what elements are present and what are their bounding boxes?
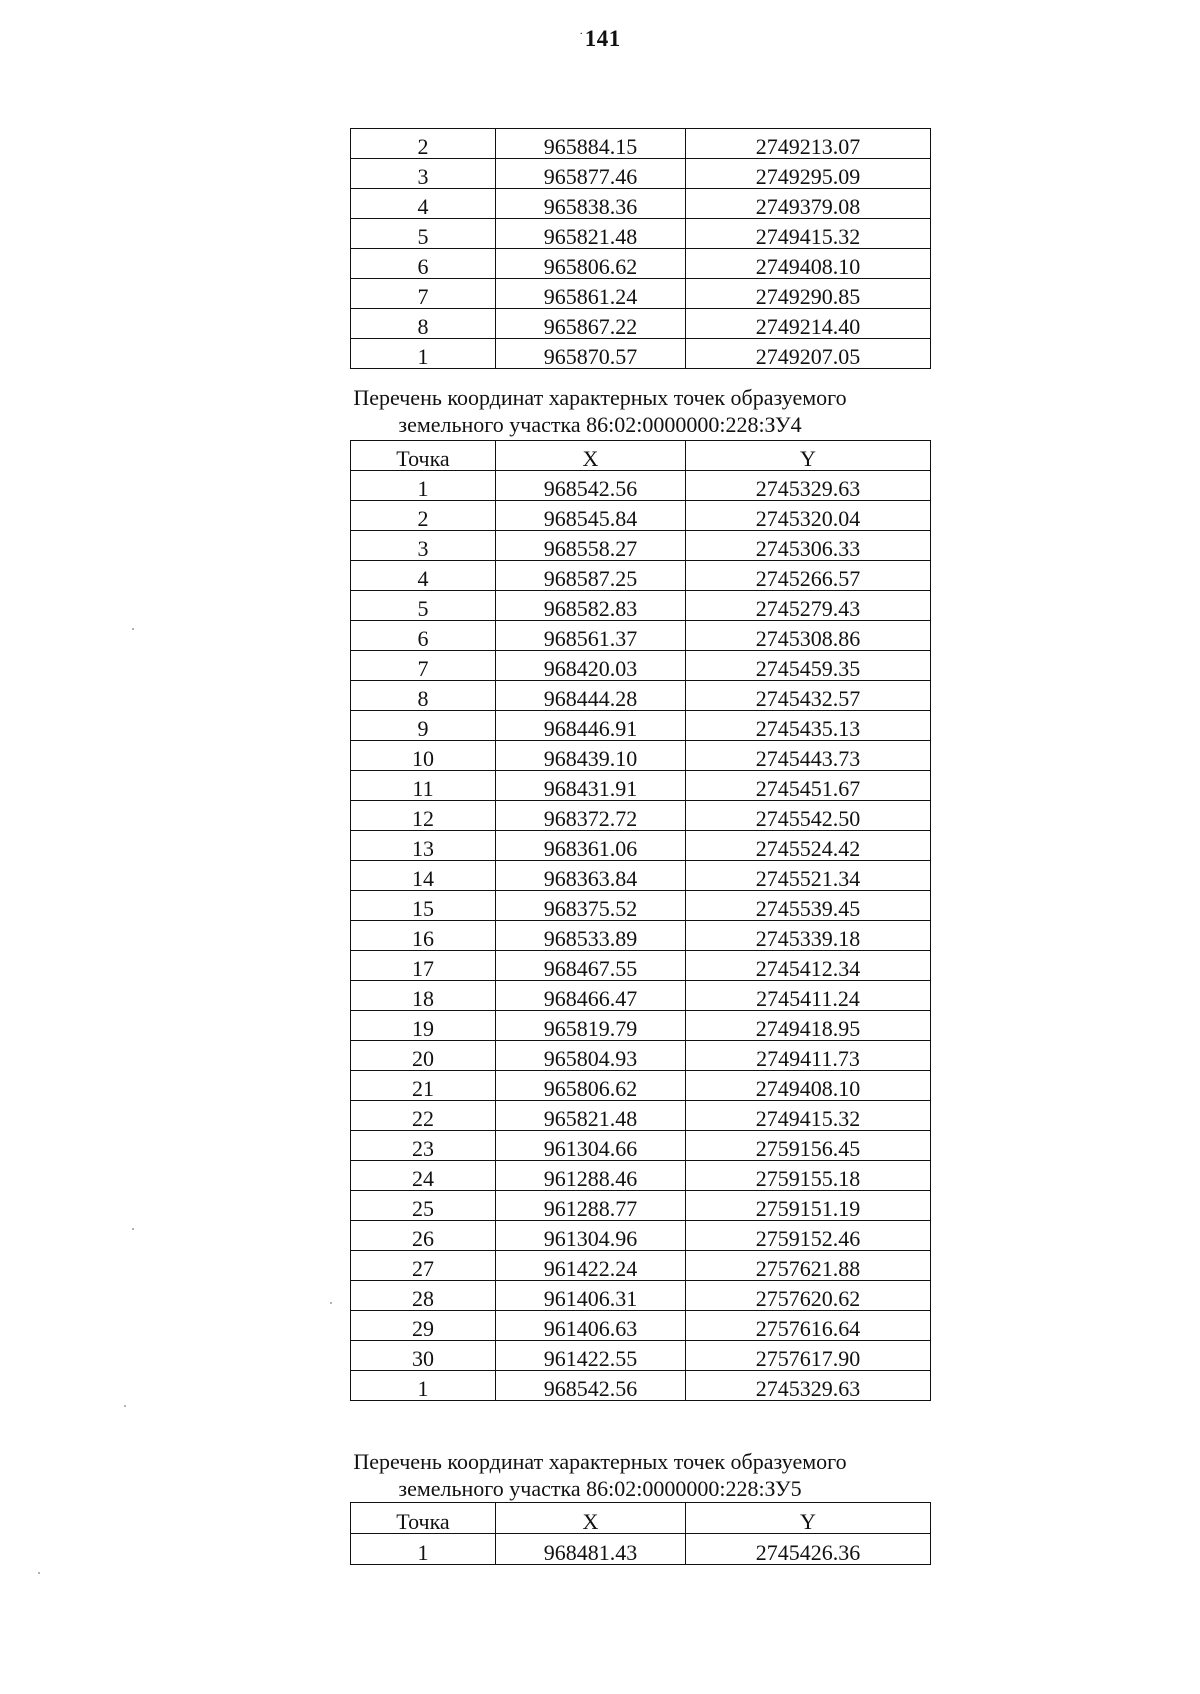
caption-line-2: земельного участка 86:02:0000000:228:ЗУ4 (398, 412, 802, 437)
table-row (351, 621, 931, 651)
table-row (351, 1011, 931, 1041)
header-y: Y (686, 441, 931, 471)
point-number-cell: 4 (351, 561, 496, 591)
table-row (351, 861, 931, 891)
x-coordinate-cell: 968545.84 (496, 501, 686, 531)
x-coordinate-cell: 961422.55 (496, 1341, 686, 1371)
x-coordinate-cell: 961288.46 (496, 1161, 686, 1191)
point-number-cell: 1 (351, 1371, 496, 1401)
x-coordinate-cell: 968363.84 (496, 861, 686, 891)
caption-line-1: Перечень координат характерных точек образуемого (353, 1449, 847, 1474)
table-row (351, 981, 931, 1011)
table-caption-zu4 (300, 384, 900, 438)
header-point: Точка (351, 1503, 496, 1534)
y-coordinate-cell: 2757616.64 (686, 1311, 931, 1341)
y-coordinate-cell: 2749408.10 (686, 249, 931, 279)
y-coordinate-cell: 2745411.24 (686, 981, 931, 1011)
y-coordinate-cell: 2745412.34 (686, 951, 931, 981)
y-coordinate-cell: 2745266.57 (686, 561, 931, 591)
x-coordinate-cell: 968375.52 (496, 891, 686, 921)
y-coordinate-cell: 2749415.32 (686, 1101, 931, 1131)
point-number-cell: 6 (351, 249, 496, 279)
table-row (351, 129, 931, 159)
y-coordinate-cell: 2745426.36 (686, 1534, 931, 1565)
y-coordinate-cell: 2749290.85 (686, 279, 931, 309)
table-row (351, 651, 931, 681)
point-number-cell: 5 (351, 591, 496, 621)
point-number-cell: 15 (351, 891, 496, 921)
point-number-cell: 21 (351, 1071, 496, 1101)
y-coordinate-cell: 2749411.73 (686, 1041, 931, 1071)
x-coordinate-cell: 968466.47 (496, 981, 686, 1011)
table-row (351, 891, 931, 921)
x-coordinate-cell: 961304.96 (496, 1221, 686, 1251)
table-row (351, 501, 931, 531)
scan-speck (132, 1228, 134, 1230)
y-coordinate-cell: 2749214.40 (686, 309, 931, 339)
x-coordinate-cell: 961288.77 (496, 1191, 686, 1221)
table-row (351, 471, 931, 501)
x-coordinate-cell: 968439.10 (496, 741, 686, 771)
x-coordinate-cell: 968361.06 (496, 831, 686, 861)
table-row (351, 1371, 931, 1401)
table-row (351, 1161, 931, 1191)
y-coordinate-cell: 2757620.62 (686, 1281, 931, 1311)
x-coordinate-cell: 968542.56 (496, 471, 686, 501)
point-number-cell: 20 (351, 1041, 496, 1071)
y-coordinate-cell: 2745521.34 (686, 861, 931, 891)
y-coordinate-cell: 2745339.18 (686, 921, 931, 951)
table-row (351, 1534, 931, 1565)
table-row (351, 831, 931, 861)
point-number-cell: 4 (351, 189, 496, 219)
y-coordinate-cell: 2757621.88 (686, 1251, 931, 1281)
point-number-cell: 10 (351, 741, 496, 771)
header-y: Y (686, 1503, 931, 1534)
point-number-cell: 27 (351, 1251, 496, 1281)
point-number-cell: 9 (351, 711, 496, 741)
y-coordinate-cell: 2745306.33 (686, 531, 931, 561)
x-coordinate-cell: 968558.27 (496, 531, 686, 561)
table-row (351, 1341, 931, 1371)
point-number-cell: 8 (351, 309, 496, 339)
y-coordinate-cell: 2745435.13 (686, 711, 931, 741)
x-coordinate-cell: 968431.91 (496, 771, 686, 801)
x-coordinate-cell: 965821.48 (496, 1101, 686, 1131)
table-row (351, 1041, 931, 1071)
point-number-cell: 30 (351, 1341, 496, 1371)
x-coordinate-cell: 968467.55 (496, 951, 686, 981)
x-coordinate-cell: 968444.28 (496, 681, 686, 711)
table-row (351, 1191, 931, 1221)
point-number-cell: 17 (351, 951, 496, 981)
x-coordinate-cell: 968446.91 (496, 711, 686, 741)
x-coordinate-cell: 965806.62 (496, 1071, 686, 1101)
table-row (351, 531, 931, 561)
point-number-cell: 22 (351, 1101, 496, 1131)
page-number (560, 26, 640, 52)
y-coordinate-cell: 2745329.63 (686, 471, 931, 501)
point-number-cell: 26 (351, 1221, 496, 1251)
caption-line-1: Перечень координат характерных точек образуемого (353, 385, 847, 410)
table-row (351, 1221, 931, 1251)
table-header-row (351, 1503, 931, 1534)
table-row (351, 279, 931, 309)
table-row (351, 951, 931, 981)
y-coordinate-cell: 2749295.09 (686, 159, 931, 189)
point-number-cell: 11 (351, 771, 496, 801)
table-header-row (351, 441, 931, 471)
x-coordinate-cell: 968587.25 (496, 561, 686, 591)
y-coordinate-cell: 2759152.46 (686, 1221, 931, 1251)
coordinates-table-zu5 (350, 1502, 931, 1565)
header-x: X (496, 1503, 686, 1534)
header-point: Точка (351, 441, 496, 471)
caption-line-2: земельного участка 86:02:0000000:228:ЗУ5 (398, 1476, 802, 1501)
y-coordinate-cell: 2745443.73 (686, 741, 931, 771)
point-number-cell: 3 (351, 531, 496, 561)
table-row (351, 159, 931, 189)
point-number-cell: 24 (351, 1161, 496, 1191)
page-number-text: 141 (584, 26, 621, 51)
y-coordinate-cell: 2745524.42 (686, 831, 931, 861)
table-row (351, 771, 931, 801)
point-number-cell: 2 (351, 501, 496, 531)
coordinates-table-continued (350, 128, 931, 369)
x-coordinate-cell: 965819.79 (496, 1011, 686, 1041)
scan-speck (38, 1572, 40, 1574)
y-coordinate-cell: 2745539.45 (686, 891, 931, 921)
table-row (351, 681, 931, 711)
x-coordinate-cell: 965806.62 (496, 249, 686, 279)
table-row (351, 1131, 931, 1161)
y-coordinate-cell: 2745459.35 (686, 651, 931, 681)
point-number-cell: 12 (351, 801, 496, 831)
x-coordinate-cell: 961406.63 (496, 1311, 686, 1341)
point-number-cell: 28 (351, 1281, 496, 1311)
table-body (351, 129, 931, 369)
point-number-cell: 18 (351, 981, 496, 1011)
scan-speck (330, 1302, 332, 1304)
y-coordinate-cell: 2745308.86 (686, 621, 931, 651)
point-number-cell: 23 (351, 1131, 496, 1161)
y-coordinate-cell: 2745451.67 (686, 771, 931, 801)
x-coordinate-cell: 965838.36 (496, 189, 686, 219)
x-coordinate-cell: 965867.22 (496, 309, 686, 339)
x-coordinate-cell: 968533.89 (496, 921, 686, 951)
table-row (351, 219, 931, 249)
coordinates-table-zu4 (350, 440, 931, 1401)
table-row (351, 1251, 931, 1281)
point-number-cell: 1 (351, 1534, 496, 1565)
table-row (351, 1101, 931, 1131)
x-coordinate-cell: 965877.46 (496, 159, 686, 189)
point-number-cell: 1 (351, 339, 496, 369)
y-coordinate-cell: 2745432.57 (686, 681, 931, 711)
table-row (351, 741, 931, 771)
table-row (351, 339, 931, 369)
x-coordinate-cell: 968561.37 (496, 621, 686, 651)
y-coordinate-cell: 2745329.63 (686, 1371, 931, 1401)
table-row (351, 921, 931, 951)
y-coordinate-cell: 2759155.18 (686, 1161, 931, 1191)
x-coordinate-cell: 961422.24 (496, 1251, 686, 1281)
point-number-cell: 3 (351, 159, 496, 189)
table-row (351, 1311, 931, 1341)
x-coordinate-cell: 965884.15 (496, 129, 686, 159)
table-row (351, 1281, 931, 1311)
table-row (351, 249, 931, 279)
y-coordinate-cell: 2759151.19 (686, 1191, 931, 1221)
y-coordinate-cell: 2749207.05 (686, 339, 931, 369)
point-number-cell: 5 (351, 219, 496, 249)
x-coordinate-cell: 965870.57 (496, 339, 686, 369)
x-coordinate-cell: 968372.72 (496, 801, 686, 831)
point-number-cell: 8 (351, 681, 496, 711)
table-row (351, 711, 931, 741)
x-coordinate-cell: 968582.83 (496, 591, 686, 621)
header-x: X (496, 441, 686, 471)
point-number-cell: 13 (351, 831, 496, 861)
point-number-cell: 29 (351, 1311, 496, 1341)
table-row (351, 801, 931, 831)
y-coordinate-cell: 2749408.10 (686, 1071, 931, 1101)
x-coordinate-cell: 965861.24 (496, 279, 686, 309)
point-number-cell: 19 (351, 1011, 496, 1041)
y-coordinate-cell: 2749415.32 (686, 219, 931, 249)
y-coordinate-cell: 2749379.08 (686, 189, 931, 219)
point-number-cell: 7 (351, 279, 496, 309)
scan-speck (124, 1405, 126, 1407)
y-coordinate-cell: 2745320.04 (686, 501, 931, 531)
y-coordinate-cell: 2745542.50 (686, 801, 931, 831)
y-coordinate-cell: 2749213.07 (686, 129, 931, 159)
y-coordinate-cell: 2749418.95 (686, 1011, 931, 1041)
x-coordinate-cell: 968542.56 (496, 1371, 686, 1401)
x-coordinate-cell: 961406.31 (496, 1281, 686, 1311)
scan-speck (132, 628, 134, 630)
point-number-cell: 16 (351, 921, 496, 951)
table-row (351, 561, 931, 591)
table-row (351, 189, 931, 219)
point-number-cell: 7 (351, 651, 496, 681)
point-number-cell: 2 (351, 129, 496, 159)
x-coordinate-cell: 968481.43 (496, 1534, 686, 1565)
y-coordinate-cell: 2759156.45 (686, 1131, 931, 1161)
table-row (351, 309, 931, 339)
point-number-cell: 14 (351, 861, 496, 891)
point-number-cell: 6 (351, 621, 496, 651)
table-body (351, 471, 931, 1401)
page-mark: · (579, 26, 584, 41)
x-coordinate-cell: 968420.03 (496, 651, 686, 681)
x-coordinate-cell: 961304.66 (496, 1131, 686, 1161)
point-number-cell: 25 (351, 1191, 496, 1221)
y-coordinate-cell: 2757617.90 (686, 1341, 931, 1371)
y-coordinate-cell: 2745279.43 (686, 591, 931, 621)
point-number-cell: 1 (351, 471, 496, 501)
table-caption-zu5 (300, 1448, 900, 1502)
table-row (351, 1071, 931, 1101)
table-body (351, 1534, 931, 1565)
table-row (351, 591, 931, 621)
x-coordinate-cell: 965821.48 (496, 219, 686, 249)
x-coordinate-cell: 965804.93 (496, 1041, 686, 1071)
